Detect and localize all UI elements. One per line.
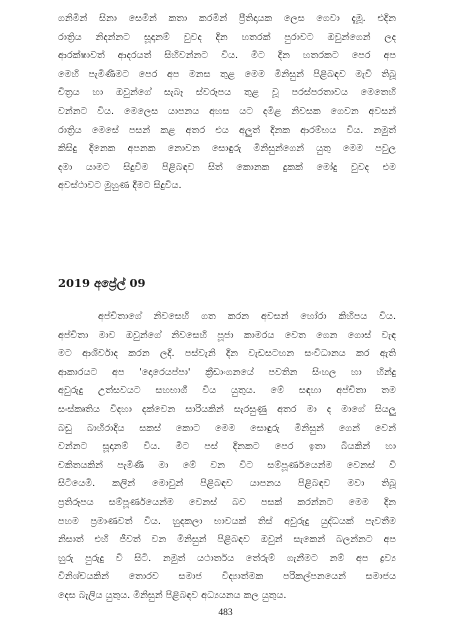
paragraph-line: ගනිමින් සිනා සෙමින් කතා කරමින් ප්‍රීතිදායක ලෙස ගෙවා දැමූ. එදින — [58, 13, 396, 24]
section-heading-date: 2019 අප්‍රේල් 09 — [58, 276, 146, 290]
paragraph-line: සිටියෙමි. කලින් මොවුන් පිළිබඳව යාපනය පිළිබඳව මවා තිබූ — [58, 478, 396, 490]
paragraph-line: ආරක්ෂාවත් ආදරයත් සිහිවන්නට විය. මීට දින හතරකට පෙර අප — [58, 50, 396, 62]
paragraph-line: දෙස බැලිය යුතුය. මිනිසුන් පිළිබඳව අධ්‍යයනය කල යුතුය. — [58, 589, 287, 601]
paragraph-line: රාත්‍රිය නිදන්නට සූදානම් වුවද දින හතරක් පුරාවට ඔවුන්ගෙන් ලද — [58, 31, 396, 43]
paragraph-1 — [58, 10, 396, 196]
paragraph-line: අවස්ථාවට මුහුණ දීමට සිදුවිය. — [58, 180, 182, 192]
paragraph-line: පහම ප්‍රමාණවත් විය. හුදකලා භාවයක් තිස් අවුරුදු යුද්ධයක් පැවතීම — [58, 515, 396, 527]
paragraph-line: මෙහි පැමිණීමට පෙර අප මනස තුළ මෙම මිනිසුන් පිළිබඳව මැවී තිබූ — [58, 68, 396, 80]
paragraph-line: නිසාත් එහි ජීවත් වන මිනිසුන් පිළිබඳව ඔවුන් සැකෙන් බලන්නට අප — [58, 534, 396, 546]
paragraph-line: ප්‍රතිරූපය සම්පූර්ණයෙන්ම වෙනස් බව පසක් කරන්නට මෙම දින — [58, 496, 396, 508]
paragraph-2 — [58, 308, 396, 606]
page-number: 483 — [218, 608, 233, 618]
paragraph-line: රාත්‍රිය මෙසේ පසන් කළ අතර එය අලුත් දිනක ආරම්භය විය. නමුත් — [58, 124, 396, 136]
paragraph-line: අවුරුදු උත්සවයට සහභාගී විය යුතුය. මේ සඳහා අප්චිතා තම — [58, 385, 396, 397]
paragraph-line: මට ආශිර්වාද කරන ලදි. පස්වැනි දින වැඩසටහන සංවිධානය කර ඇති — [58, 348, 396, 360]
paragraph-line: බඩු බාහිරාදිය සකස් කොට මෙම සොඳුරු මිනිසුන් ගෙන් වෙන් — [58, 422, 396, 434]
paragraph-line: චිත්‍රය හා ඔවුන්ගේ සැබෑ ස්වරූපය තුළ වූ පරස්පරතාවය මෙතෙහි — [58, 87, 396, 99]
paragraph-line: වන්නට සූදානම් විය. මීට පස් දිනකට පෙර ඉතා බියකින් හා — [58, 441, 396, 453]
paragraph-line: විනිශ්චයකින් තොරව සමාජ විද්‍යාත්මක පරිකල්පනයෙන් සමාජය — [58, 571, 396, 583]
paragraph-line: හුරු පුරුදු වී සිටි. නමුත් යථාර්තය තේරුම් ගැනීමට නම් අප ද්‍රව්‍ය — [58, 552, 396, 564]
paragraph-line: ආකාරයට අප 'දොරෙයප්පා' ක්‍රීඩාංගනයේ පවතින සිංහල හා හින්දු — [58, 366, 396, 378]
paragraph-line: අප්චිතාගේ නිවසෙහි ගත කරන අවසන් හෝරා කිහිපය විය. — [98, 311, 396, 322]
paragraph-line: චකිතයකින් පැමිණි මා මේ වන විට සම්පූර්ණයෙන්ම වෙනස් වී — [58, 459, 396, 471]
paragraph-line: දමා යාමට සිදුවීම පිළිබඳව සිත් කොනක දුකක් මෝදු වුවද එම — [58, 161, 396, 173]
paragraph-line: අප්චිතා මාව ඔවුන්ගේ නිවසෙහි පූජා කාමරය වෙත ගෙන ගොස් වැඳ — [58, 329, 396, 341]
paragraph-line: වන්නට විය. මෙලෙස යාපනය අහස යට දමිළ නිවසක ගෙවන අවසන් — [58, 105, 396, 117]
paragraph-line: සංස්කෘතිය විදහා දක්වෙන සාරියකින් සැරසුණු අතර මා ද මාගේ සියලු — [58, 403, 396, 415]
paragraph-line: කිසිදු දිනෙක අපනක නොවන සොඳුරු මිනිසුන්ගෙන් යුතු මෙම පවුල — [58, 143, 396, 155]
